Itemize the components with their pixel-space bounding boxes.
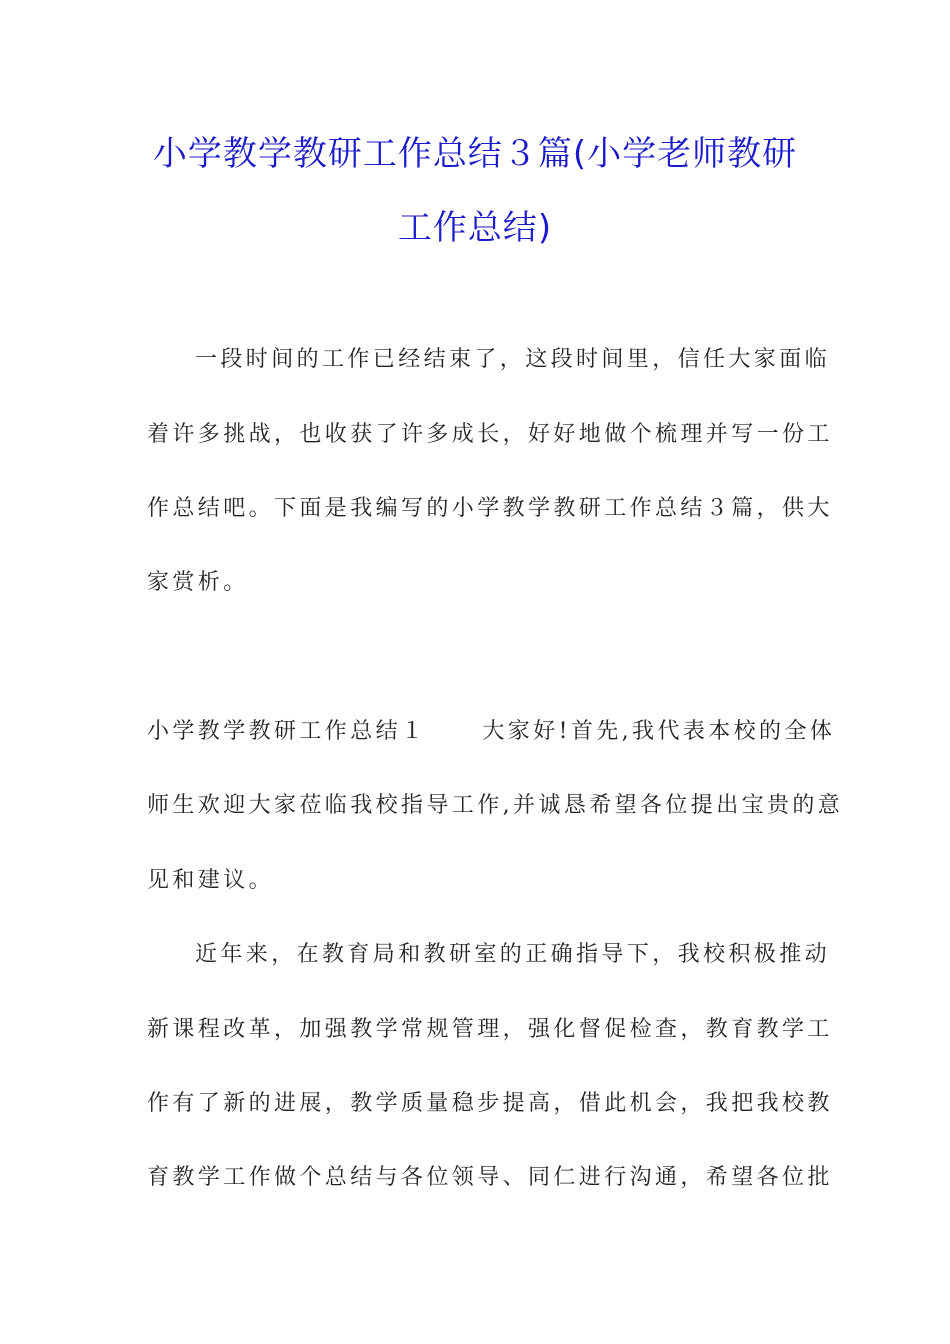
- intro-paragraph-line: 作总结吧。下面是我编写的小学教学教研工作总结３篇，供大: [147, 496, 833, 521]
- section-1-first-line: [147, 717, 836, 747]
- section-1-heading: 小学教学教研工作总结１: [147, 719, 427, 744]
- paragraph-2-line: 作有了新的进展，教学质量稳步提高，借此机会，我把我校教: [147, 1091, 833, 1116]
- intro-paragraph-line: 着许多挑战，也收获了许多成长，好好地做个梳理并写一份工: [147, 422, 833, 447]
- section-1-opening-text: 大家好!首先,我代表本校的全体: [482, 719, 836, 744]
- section-1-paragraph-line: 见和建议。: [147, 868, 275, 893]
- paragraph-2-line: 近年来，在教育局和教研室的正确指导下，我校积极推动: [195, 942, 831, 967]
- intro-paragraph-line: 家赏析。: [147, 570, 249, 595]
- section-1-paragraph-line: 师生欢迎大家莅临我校指导工作,并诚恳希望各位提出宝贵的意: [147, 793, 844, 818]
- document-title-line-1: 小学教学教研工作总结３篇(小学老师教研: [152, 134, 798, 174]
- intro-paragraph-line: 一段时间的工作已经结束了，这段时间里，信任大家面临: [195, 347, 831, 372]
- document-title-line-2: 工作总结): [397, 208, 553, 248]
- paragraph-2-line: 新课程改革，加强教学常规管理，强化督促检查，教育教学工: [147, 1017, 833, 1042]
- paragraph-2-line: 育教学工作做个总结与各位领导、同仁进行沟通，希望各位批: [147, 1165, 833, 1190]
